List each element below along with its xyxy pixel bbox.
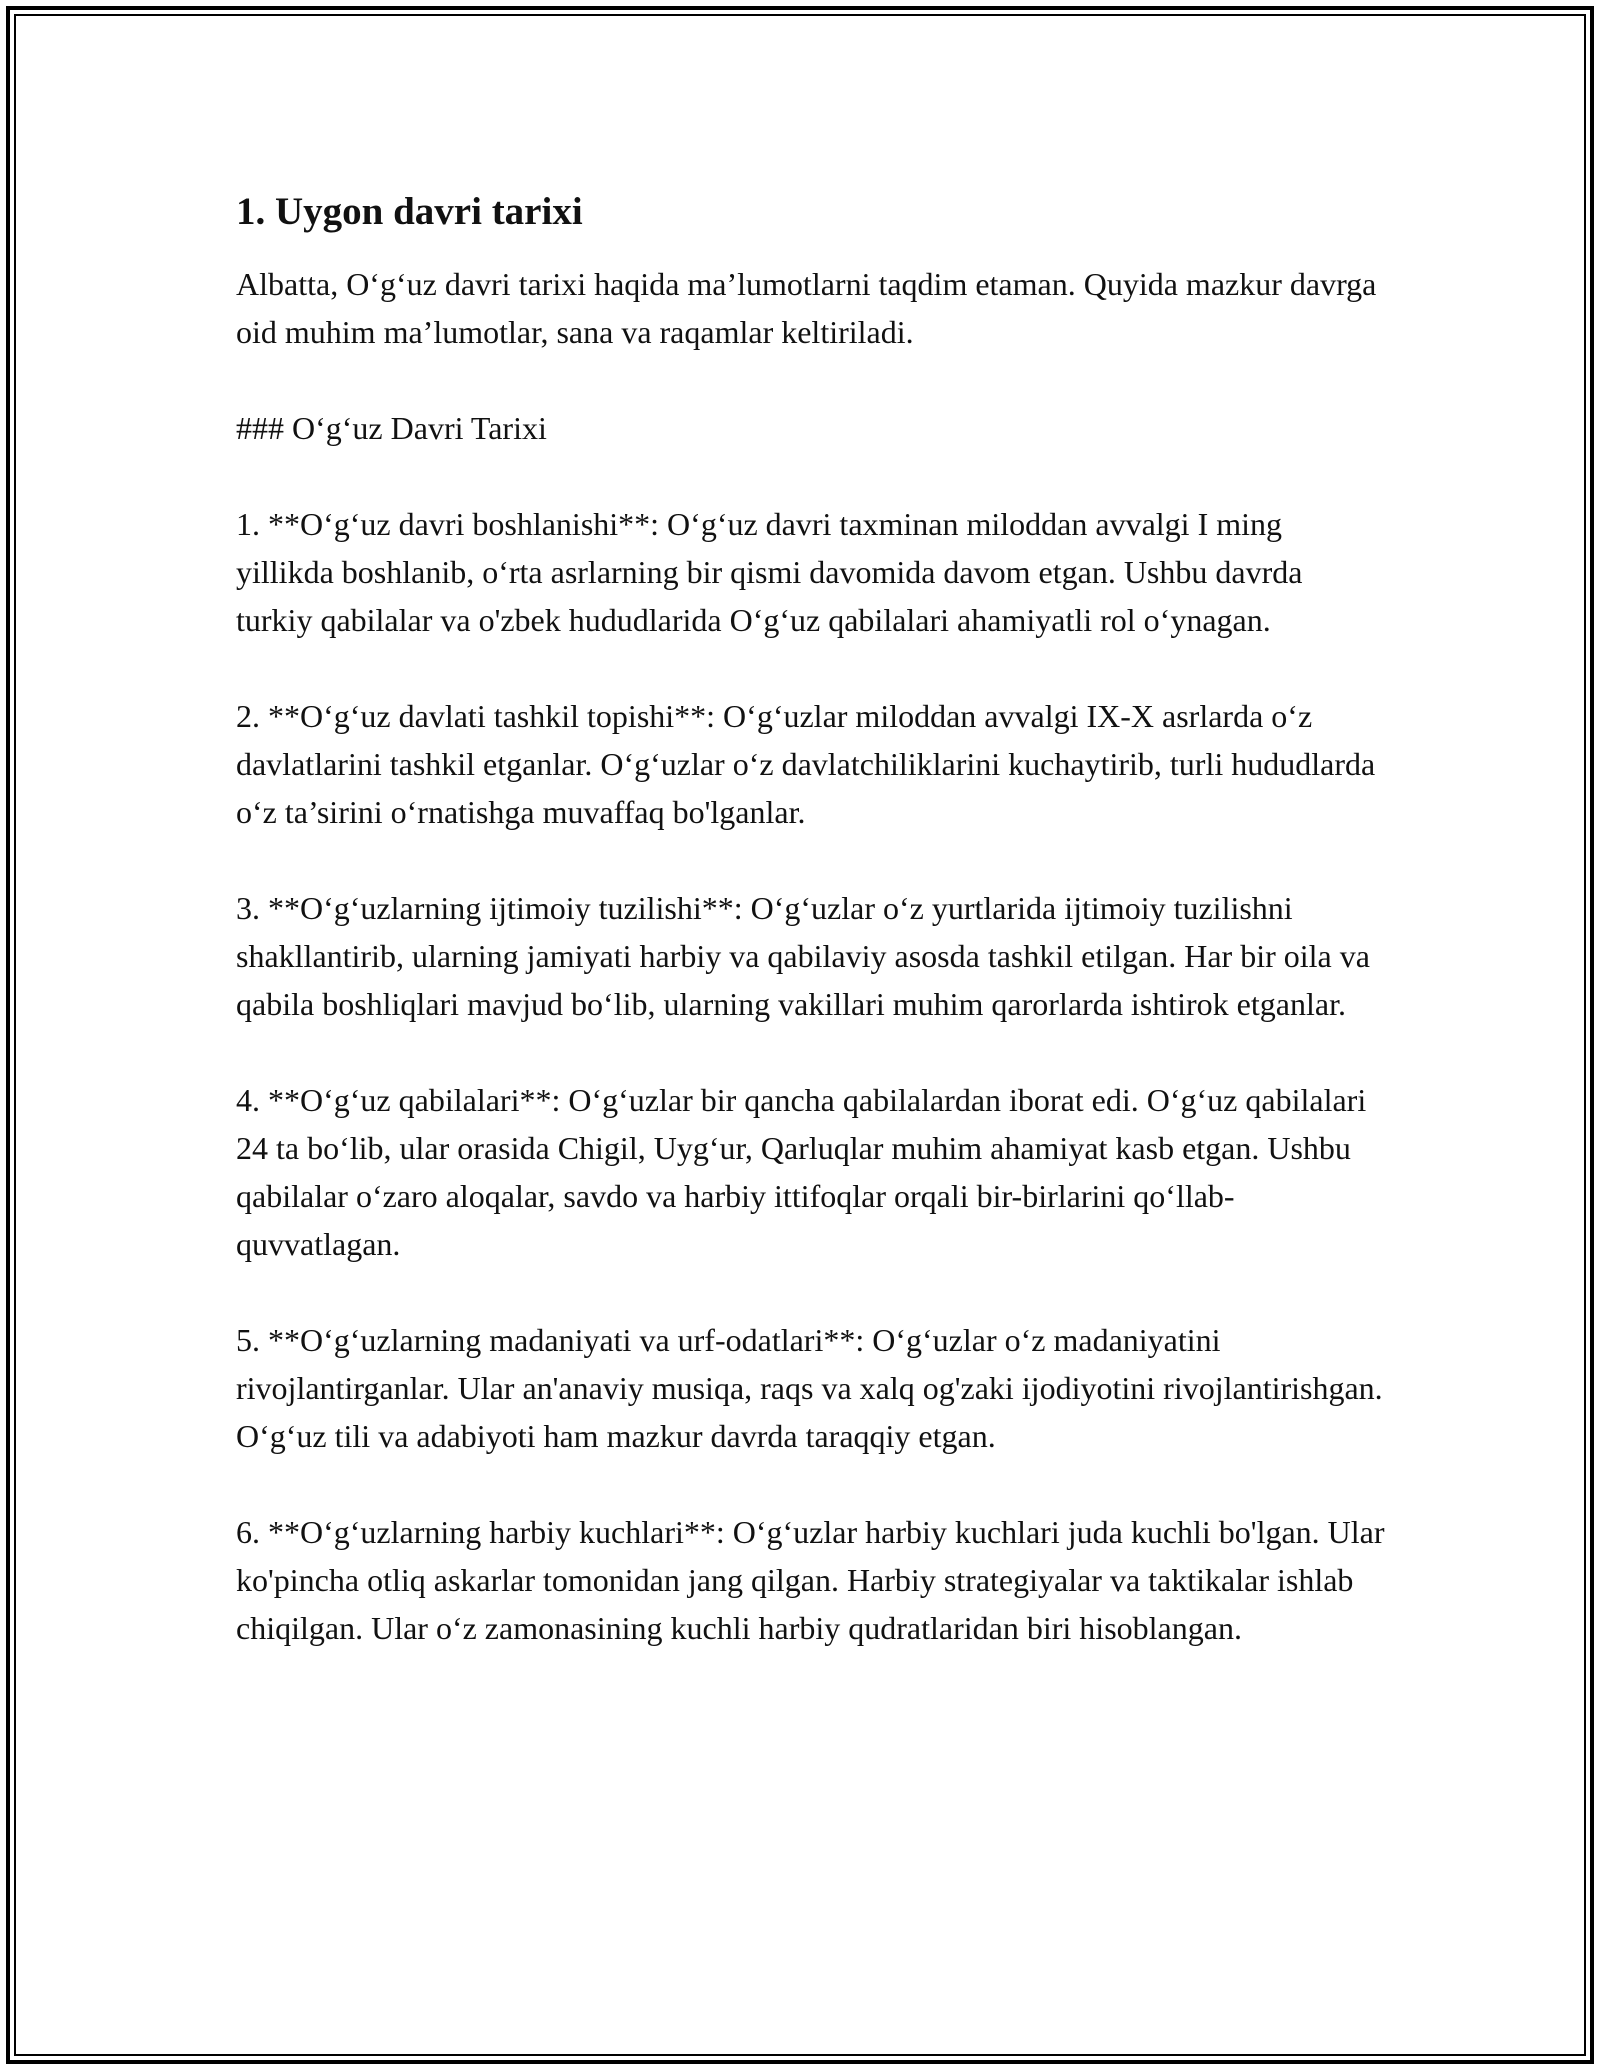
list-item-6: 6. **O‘g‘uzlarning harbiy kuchlari**: O‘g‘uzlar harbiy kuchlari juda kuchli bo'lgan. Ular ko'pincha otliq askarlar tomonidan jang qilgan. Harbiy strategiyalar va taktikalar ishlab chiqilgan. Ular o‘z zamonasining kuchli harbiy qudratlaridan biri hisoblangan. (236, 1514, 1385, 1646)
list-item-4: 4. **O‘g‘uz qabilalari**: O‘g‘uzlar bir qancha qabilalardan iborat edi. O‘g‘uz qabilalari 24 ta bo‘lib, ular orasida Chigil, Uyg‘ur, Qarluqlar muhim ahamiyat kasb etgan. Ushbu qabilalar o‘zaro aloqalar, savdo va harbiy ittifoqlar orqali bir-birlarini qo‘llab-quvvatlagan. (236, 1082, 1367, 1262)
list-item-3: 3. **O‘g‘uzlarning ijtimoiy tuzilishi**: O‘g‘uzlar o‘z yurtlarida ijtimoiy tuzilishni shakllantirib, ularning jamiyati harbiy va qabilaviy asosda tashkil etilgan. Har bir oila va qabila boshliqlari mavjud bo‘lib, ularning vakillari muhim qarorlarda ishtirok etganlar. (236, 890, 1370, 1022)
list-item-2: 2. **O‘g‘uz davlati tashkil topishi**: O‘g‘uzlar miloddan avvalgi IX-X asrlarda o‘z davlatlarini tashkil etganlar. O‘g‘uzlar o‘z davlatchiliklarini kuchaytirib, turli hududlarda o‘z ta’sirini o‘rnatishga muvaffaq bo'lganlar. (236, 698, 1376, 830)
section-subheading: ### O‘g‘uz Davri Tarixi (236, 410, 547, 446)
document-heading: 1. Uygon davri tarixi (236, 190, 583, 233)
list-item-1: 1. **O‘g‘uz davri boshlanishi**: O‘g‘uz davri taxminan miloddan avvalgi I ming yillikda boshlanib, o‘rta asrlarning bir qismi davomida davom etgan. Ushbu davrda turkiy qabilalar va o'zbek hududlarida O‘g‘uz qabilalari ahamiyatli rol o‘ynagan. (236, 506, 1303, 638)
intro-paragraph: Albatta, O‘g‘uz davri tarixi haqida ma’lumotlarni taqdim etaman. Quyida mazkur davrga oid muhim ma’lumotlar, sana va raqamlar keltiriladi. (236, 266, 1377, 350)
list-item-5: 5. **O‘g‘uzlarning madaniyati va urf-odatlari**: O‘g‘uzlar o‘z madaniyatini rivojlantirganlar. Ular an'anaviy musiqa, raqs va xalq og'zaki ijodiyotini rivojlantirishgan. O‘g‘uz tili va adabiyoti ham mazkur davrda taraqqiy etgan. (236, 1322, 1383, 1454)
document-body (236, 188, 1386, 1700)
